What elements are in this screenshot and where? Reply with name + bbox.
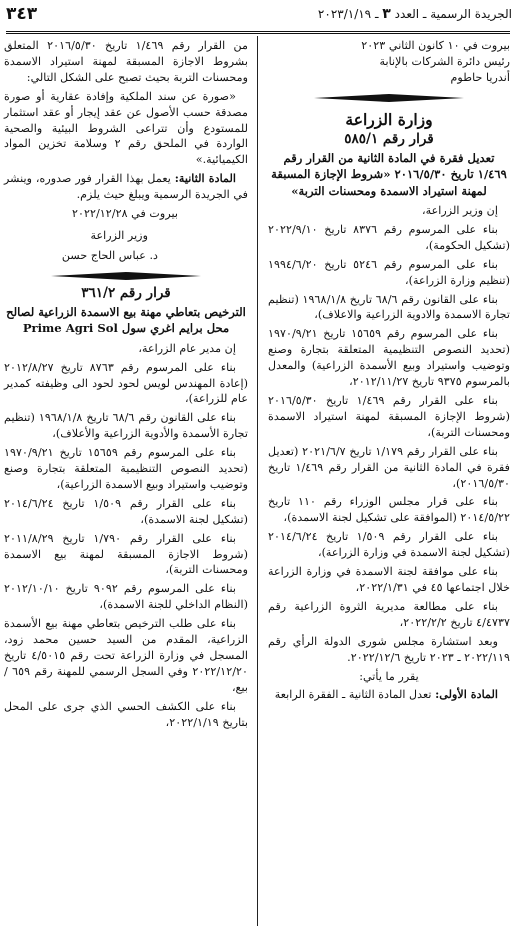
decision-number: قرار رقم ٣٦١/٢ bbox=[81, 284, 171, 301]
divider-ornament bbox=[314, 94, 464, 102]
section-divider bbox=[268, 92, 510, 104]
article-two bbox=[4, 171, 248, 203]
decision-number: قرار رقم ٥٨٥/١ bbox=[344, 130, 434, 147]
decision-paragraph: بناء على موافقة لجنة الاسمدة في وزارة الزراعة خلال اجتماعها ٤٥ في ٢٠٢٢/١/٣١، bbox=[268, 565, 510, 594]
article-one bbox=[268, 687, 510, 703]
issue-number: ٣ bbox=[382, 6, 391, 22]
left-column bbox=[4, 38, 248, 734]
article-two-text: يعمل بهذا القرار فور صدوره، وينشر في الجريدة الرسمية ويبلغ حيث يلزم. bbox=[4, 172, 248, 202]
journal-name: الجريدة الرسمية ـ العدد bbox=[394, 7, 512, 21]
decision-paragraph: بناء على القانون رقم ٦٨/٦ تاريخ ١٩٦٨/١/٨ (تنظيم تجارة الأسمدة والأدوية الزراعية والأعلاف)، bbox=[4, 411, 248, 441]
decision-subject: تعديل فقرة في المادة الثانية من القرار رقم ١/٤٦٩ تاريخ ٢٠١٦/٥/٣٠ «شروط الإجازة المسبقة لمهنة استيراد الاسمدة ومحسنات التربة» bbox=[271, 150, 507, 198]
ministry-title: وزارة الزراعة bbox=[345, 109, 433, 129]
decision-paragraph: بناء على مطالعة مديرية الثروة الزراعية رقم ٤/٤٧٣٧ تاريخ ٢٠٢٢/٢/٢، bbox=[268, 599, 510, 629]
decision-paragraph: بناء على المرسوم رقم ٨٧٦٣ تاريخ ٢٠١٢/٨/٢٧ (إعادة المهندس لويس لحود لحود الى وظيفته كمدير عام للزراعة)، bbox=[4, 360, 248, 406]
continuation-text: من القرار رقم ١/٤٦٩ تاريخ ٢٠١٦/٥/٣٠ المتعلق بشروط الاجازة المسبقة لمهنة استيراد الاسمدة ومحسنات التربة بحيث تصبح على الشكل التالي: bbox=[4, 39, 249, 84]
sign-line: وزير الزراعة bbox=[90, 228, 148, 242]
divider-ornament bbox=[51, 272, 201, 280]
article-one-label: المادة الأولى: bbox=[435, 687, 498, 702]
header-rule bbox=[6, 31, 510, 34]
decision-paragraph: بناء على المرسوم رقم ٨٣٧٦ تاريخ ٢٠٢٢/٩/١٠ (تشكيل الحكومة)، bbox=[268, 222, 510, 252]
page-header bbox=[4, 4, 512, 28]
section-divider bbox=[4, 270, 248, 282]
decision-paragraph: وبعد استشارة مجلس شورى الدولة الرأي رقم ٢٠٢٢/١١٩ ـ ٢٠٢٣ تاريخ ٢٠٢٢/١٢/٦. bbox=[268, 634, 510, 664]
issue-date: ـ ٢٠٢٣/١/١٩ bbox=[317, 7, 379, 21]
decision-paragraph: بناء على القرار رقم ١/٧٩٠ تاريخ ٢٠١١/٨/٢٩ (شروط الاجازة المسبقة لمهنة بيع الاسمدة ومحسنات التربة)، bbox=[4, 531, 248, 577]
decision-intro: إن مدير عام الزراعة، bbox=[138, 341, 236, 355]
decision-paragraph: بناء على المرسوم رقم ٩٠٩٢ تاريخ ٢٠١٢/١٠/١٠ (النظام الداخلي للجنة الاسمدة)، bbox=[4, 582, 248, 612]
sign-line: رئيس دائرة الشركات بالإنابة bbox=[379, 54, 510, 68]
sign-line: أندريا حاطوم bbox=[450, 70, 510, 84]
decision-paragraph: بناء على القرار رقم ١/٤٦٩ تاريخ ٢٠١٦/٥/٣٠ (شروط الإجازة المسبقة لمهنة استيراد الاسمدة ومحسنات التربة)، bbox=[268, 394, 510, 439]
decides-line: يقرر ما يأتي: bbox=[359, 669, 419, 683]
decision-paragraph: بناء على المرسوم رقم ١٥٦٥٩ تاريخ ١٩٧٠/٩/٢١ (تحديد النصوص التنظيمية المتعلقة بتجارة وصنع وتوضيب واستيراد وبيع الاسمدة الزراعية)، bbox=[4, 446, 248, 491]
decision-paragraph: بناء على القرار رقم ١/١٧٩ تاريخ ٢٠٢١/٦/٧ (تعديل فقرة في المادة الثانية من القرار رقم ١/٤٦٩ تاريخ ٢٠١٦/٥/٣٠)، bbox=[268, 444, 510, 490]
sign-line: بيروت في ٢٠٢٢/١٢/٢٨ bbox=[71, 207, 178, 221]
decision-paragraph: بناء على قرار مجلس الوزراء رقم ١١٠ تاريخ ٢٠١٤/٥/٢٢ (الموافقة على تشكيل لجنة الاسمدة)، bbox=[268, 495, 510, 525]
running-header bbox=[318, 6, 512, 22]
sign-line: د. عباس الحاج حسن bbox=[61, 248, 158, 262]
page-number: ٣٤٣ bbox=[6, 4, 38, 24]
quoted-text: «صورة عن سند الملكية وإفادة عقارية أو صورة مصدقة حسب الأصول عن عقد إيجار أو عقد استثمار للمستودع وأن تتراعى الشروط البيئية والصحية الواردة في الملحق رقم ٢ وسلامة تخزين المواد الكيميائية.» bbox=[4, 89, 249, 167]
decision-paragraph: بناء على طلب الترخيص بتعاطي مهنة بيع الأسمدة الزراعية، المقدم من السيد حسين محمد زود، المسجل في وزارة الزراعة تحت رقم ٤/٥٠١٥ تاريخ ٢٠٢٢/١٢/٢٠ وفي السجل الرسمي للمهنة رقم ٦٥٩ / بيع، bbox=[4, 617, 248, 694]
sign-line: بيروت في ١٠ كانون الثاني ٢٠٢٣ bbox=[361, 39, 510, 52]
decision-paragraph: بناء على المرسوم رقم ٥٢٤٦ تاريخ ١٩٩٤/٦/٢٠ (تنظيم وزارة الزراعة)، bbox=[268, 257, 510, 287]
decision-paragraph: بناء على القرار رقم ١/٥٠٩ تاريخ ٢٠١٤/٦/٢٤ (تشكيل لجنة الاسمدة في وزارة الزراعة)، bbox=[268, 530, 510, 560]
decision-paragraph: بناء على القرار رقم ١/٥٠٩ تاريخ ٢٠١٤/٦/٢٤ (تشكيل لجنة الاسمدة)، bbox=[4, 496, 248, 526]
decision-intro: إن وزير الزراعة، bbox=[421, 204, 498, 218]
article-two-label: المادة الثانية: bbox=[174, 171, 236, 186]
right-column bbox=[268, 38, 510, 706]
decision-paragraph: بناء على الكشف الحسي الذي جرى على المحل بتاريخ ٢٠٢٢/١/١٩، bbox=[4, 699, 248, 729]
column-separator bbox=[257, 36, 258, 926]
article-one-text: تعدل المادة الثانية ـ الفقرة الرابعة bbox=[274, 688, 432, 702]
decision-paragraph: بناء على القانون رقم ٦٨/٦ تاريخ ١٩٦٨/١/٨ (تنظيم تجارة الاسمدة والادوية الزراعية والاعلاف)، bbox=[268, 292, 510, 322]
decision-subject: الترخيص بتعاطي مهنة بيع الاسمدة الزراعية لصالح محل برايم اغري سول Prime Agri Sol bbox=[6, 304, 246, 336]
decision-paragraph: بناء على المرسوم رقم ١٥٦٥٩ تاريخ ١٩٧٠/٩/٢١ (تحديد النصوص التنظيمية المتعلقة بتجارة وصنع وتوضيب واستيراد وبيع الأسمدة الزراعية) والمعدل بالمرسوم ٩٣٧٥ تاريخ ٢٠١٢/١١/٢٧، bbox=[268, 327, 510, 389]
